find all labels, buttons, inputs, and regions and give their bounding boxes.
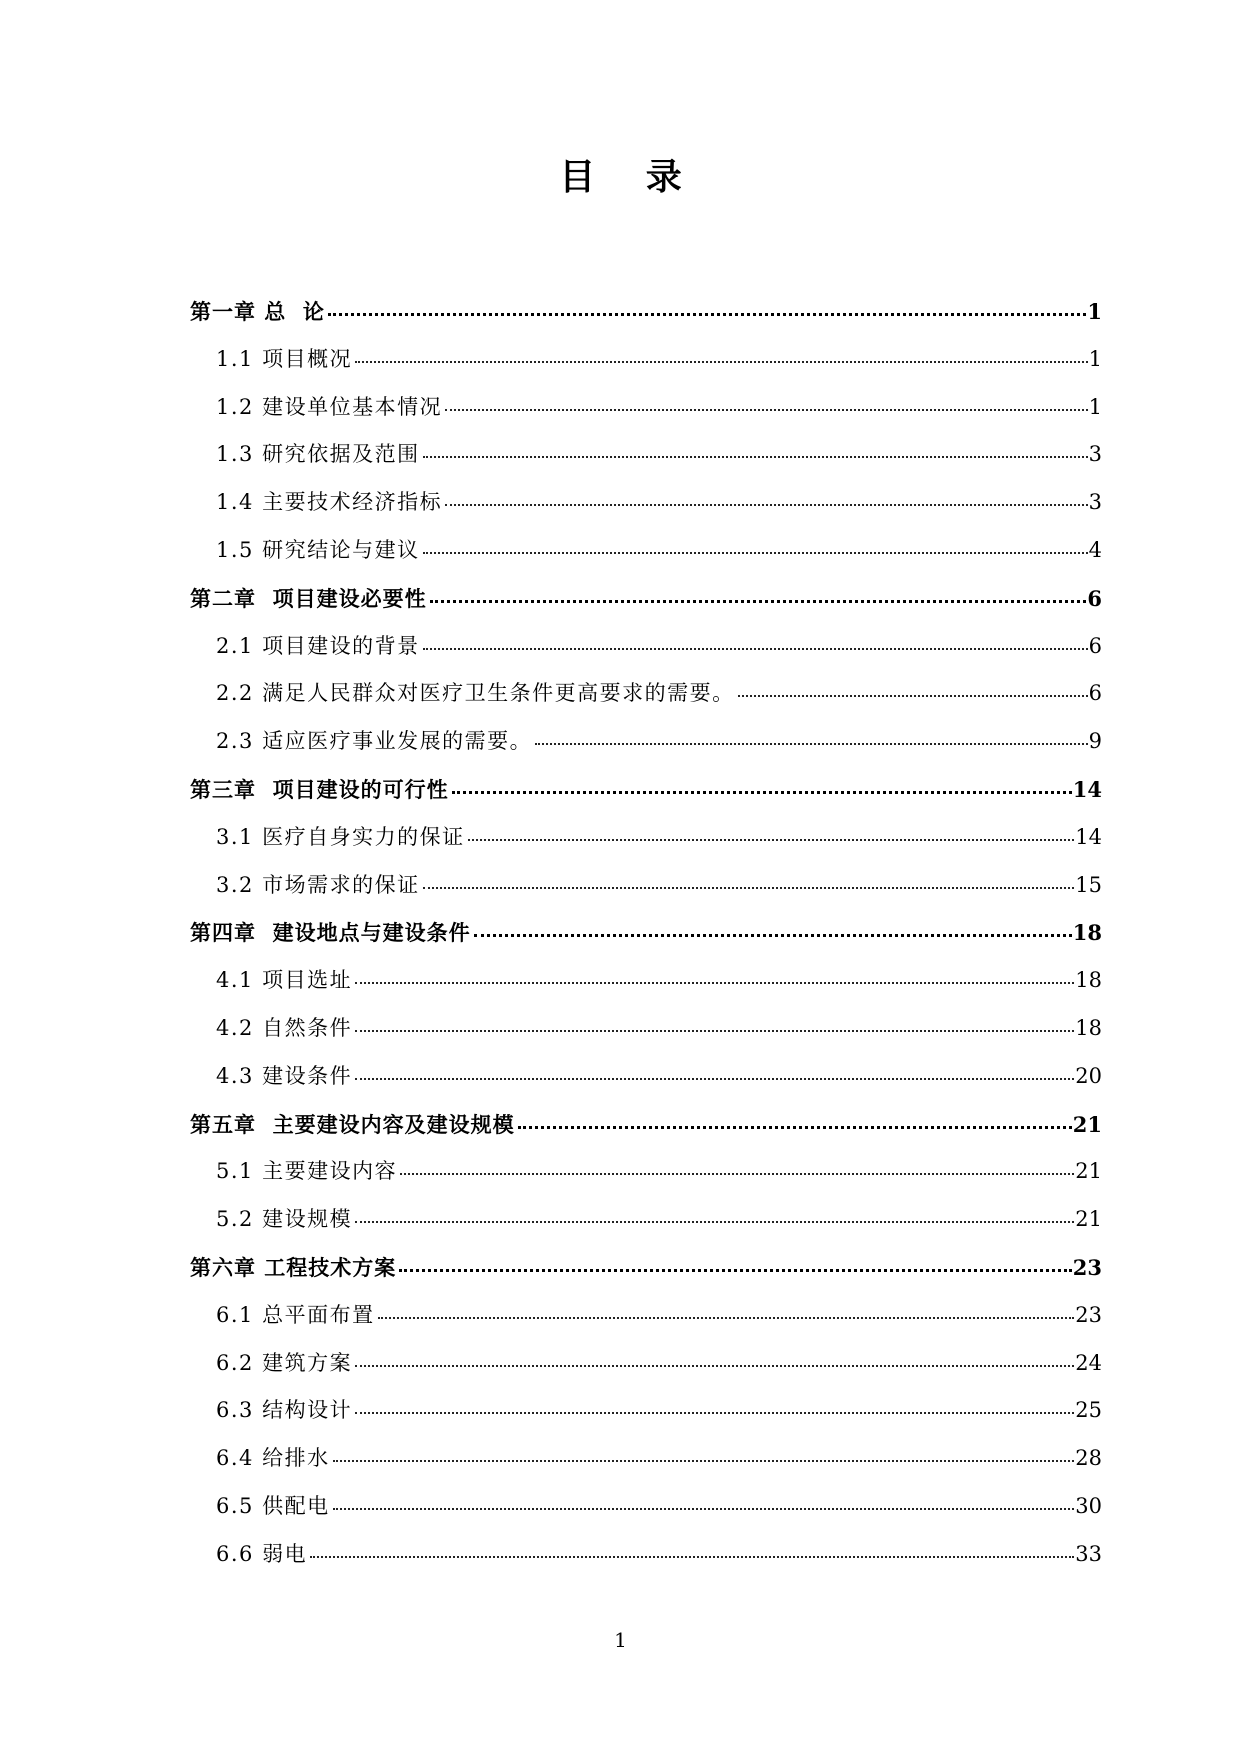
toc-entry-page: 1 bbox=[1088, 346, 1102, 371]
toc-entry-label: 3.1 医疗自身实力的保证 bbox=[216, 824, 465, 849]
toc-chapter-entry[interactable] bbox=[190, 575, 1102, 623]
toc-entry-page: 1 bbox=[1088, 394, 1102, 419]
dot-leader bbox=[355, 1344, 1074, 1367]
toc-entry-page: 18 bbox=[1075, 1015, 1102, 1040]
toc-section-entry[interactable] bbox=[190, 623, 1102, 671]
page-number: 1 bbox=[614, 1628, 627, 1652]
toc-entry-label: 1.1 项目概况 bbox=[216, 346, 353, 371]
toc-entry-page: 18 bbox=[1072, 920, 1102, 946]
toc-section-entry[interactable] bbox=[190, 527, 1102, 575]
dot-leader bbox=[355, 340, 1088, 363]
toc-entry-label: 4.1 项目选址 bbox=[216, 968, 353, 993]
toc-section-entry[interactable] bbox=[190, 384, 1102, 432]
dot-leader bbox=[535, 722, 1088, 745]
toc-entry-label: 4.3 建设条件 bbox=[216, 1063, 353, 1088]
toc-entry-page: 21 bbox=[1075, 1159, 1102, 1184]
toc-entry-label: 6.4 给排水 bbox=[216, 1446, 330, 1471]
toc-section-entry[interactable] bbox=[190, 1196, 1102, 1244]
toc-entry-label: 2.3 适应医疗事业发展的需要。 bbox=[216, 729, 533, 754]
dot-leader bbox=[452, 770, 1072, 794]
toc-entry-page: 25 bbox=[1075, 1398, 1102, 1423]
dot-leader bbox=[445, 388, 1088, 411]
toc-section-entry[interactable] bbox=[190, 1435, 1102, 1483]
toc-entry-page: 9 bbox=[1088, 729, 1102, 754]
dot-leader bbox=[333, 1439, 1075, 1462]
dot-leader bbox=[423, 531, 1088, 554]
toc-entry-page: 23 bbox=[1075, 1302, 1102, 1327]
dot-leader bbox=[355, 1200, 1074, 1223]
dot-leader bbox=[310, 1535, 1074, 1558]
toc-section-entry[interactable] bbox=[190, 1483, 1102, 1531]
table-of-contents bbox=[190, 288, 1102, 1579]
dot-leader bbox=[355, 1391, 1074, 1414]
toc-section-entry[interactable] bbox=[190, 1148, 1102, 1196]
toc-section-entry[interactable] bbox=[190, 336, 1102, 384]
toc-entry-page: 3 bbox=[1088, 442, 1102, 467]
toc-entry-label: 6.5 供配电 bbox=[216, 1493, 330, 1518]
dot-leader bbox=[399, 1248, 1071, 1272]
toc-section-entry[interactable] bbox=[190, 957, 1102, 1005]
toc-entry-page: 21 bbox=[1072, 1111, 1102, 1137]
toc-section-entry[interactable] bbox=[190, 862, 1102, 910]
toc-chapter-entry[interactable] bbox=[190, 766, 1102, 814]
dot-leader bbox=[518, 1105, 1072, 1129]
toc-entry-page: 4 bbox=[1088, 537, 1102, 562]
toc-section-entry[interactable] bbox=[190, 814, 1102, 862]
toc-entry-page: 6 bbox=[1088, 633, 1102, 658]
dot-leader bbox=[378, 1296, 1075, 1319]
toc-section-entry[interactable] bbox=[190, 718, 1102, 766]
toc-chapter-entry[interactable] bbox=[190, 1101, 1102, 1149]
toc-section-entry[interactable] bbox=[190, 479, 1102, 527]
dot-leader bbox=[355, 1057, 1074, 1080]
page-title: 目 录 bbox=[559, 157, 682, 198]
toc-entry-page: 14 bbox=[1075, 824, 1102, 849]
toc-section-entry[interactable] bbox=[190, 670, 1102, 718]
dot-leader bbox=[355, 1009, 1074, 1032]
toc-entry-label: 第六章 工程技术方案 bbox=[190, 1254, 397, 1280]
toc-chapter-entry[interactable] bbox=[190, 909, 1102, 957]
toc-entry-label: 5.2 建设规模 bbox=[216, 1207, 353, 1232]
toc-entry-label: 1.3 研究依据及范围 bbox=[216, 442, 420, 467]
toc-entry-label: 3.2 市场需求的保证 bbox=[216, 872, 420, 897]
toc-entry-page: 30 bbox=[1075, 1493, 1102, 1518]
dot-leader bbox=[430, 579, 1087, 603]
toc-entry-page: 15 bbox=[1075, 872, 1102, 897]
toc-entry-label: 5.1 主要建设内容 bbox=[216, 1159, 398, 1184]
toc-chapter-entry[interactable] bbox=[190, 288, 1102, 336]
dot-leader bbox=[400, 1152, 1074, 1175]
dot-leader bbox=[355, 961, 1074, 984]
toc-entry-label: 6.3 结构设计 bbox=[216, 1398, 353, 1423]
toc-section-entry[interactable] bbox=[190, 1531, 1102, 1579]
toc-entry-label: 1.4 主要技术经济指标 bbox=[216, 490, 443, 515]
toc-entry-label: 第三章 项目建设的可行性 bbox=[190, 776, 449, 802]
toc-section-entry[interactable] bbox=[190, 1387, 1102, 1435]
toc-section-entry[interactable] bbox=[190, 1005, 1102, 1053]
toc-entry-label: 2.1 项目建设的背景 bbox=[216, 633, 420, 658]
toc-entry-label: 6.6 弱电 bbox=[216, 1541, 308, 1566]
toc-entry-page: 23 bbox=[1072, 1254, 1102, 1280]
toc-entry-label: 6.2 建筑方案 bbox=[216, 1350, 353, 1375]
toc-entry-page: 24 bbox=[1075, 1350, 1102, 1375]
toc-entry-label: 1.5 研究结论与建议 bbox=[216, 537, 420, 562]
toc-entry-page: 6 bbox=[1088, 681, 1102, 706]
toc-section-entry[interactable] bbox=[190, 431, 1102, 479]
toc-entry-label: 第四章 建设地点与建设条件 bbox=[190, 920, 471, 946]
toc-entry-page: 21 bbox=[1075, 1207, 1102, 1232]
toc-entry-label: 第五章 主要建设内容及建设规模 bbox=[190, 1111, 515, 1137]
dot-leader bbox=[738, 674, 1088, 697]
dot-leader bbox=[423, 435, 1088, 458]
toc-entry-label: 第一章 总 论 bbox=[190, 299, 325, 324]
toc-section-entry[interactable] bbox=[190, 1053, 1102, 1101]
toc-section-entry[interactable] bbox=[190, 1292, 1102, 1340]
dot-leader bbox=[423, 627, 1088, 650]
dot-leader bbox=[333, 1487, 1075, 1510]
toc-entry-page: 1 bbox=[1087, 299, 1102, 324]
toc-entry-page: 28 bbox=[1075, 1446, 1102, 1471]
toc-entry-label: 第二章 项目建设必要性 bbox=[190, 585, 427, 611]
toc-entry-page: 3 bbox=[1088, 490, 1102, 515]
dot-leader bbox=[328, 292, 1086, 316]
dot-leader bbox=[445, 483, 1088, 506]
toc-entry-page: 18 bbox=[1075, 968, 1102, 993]
toc-entry-label: 2.2 满足人民群众对医疗卫生条件更高要求的需要。 bbox=[216, 681, 735, 706]
dot-leader bbox=[423, 866, 1075, 889]
toc-entry-label: 4.2 自然条件 bbox=[216, 1015, 353, 1040]
toc-entry-page: 14 bbox=[1072, 776, 1102, 802]
toc-entry-label: 1.2 建设单位基本情况 bbox=[216, 394, 443, 419]
toc-section-entry[interactable] bbox=[190, 1340, 1102, 1388]
toc-entry-page: 6 bbox=[1087, 585, 1102, 611]
toc-entry-label: 6.1 总平面布置 bbox=[216, 1302, 375, 1327]
dot-leader bbox=[468, 818, 1075, 841]
toc-chapter-entry[interactable] bbox=[190, 1244, 1102, 1292]
dot-leader bbox=[474, 913, 1072, 937]
toc-entry-page: 20 bbox=[1075, 1063, 1102, 1088]
toc-entry-page: 33 bbox=[1075, 1541, 1102, 1566]
